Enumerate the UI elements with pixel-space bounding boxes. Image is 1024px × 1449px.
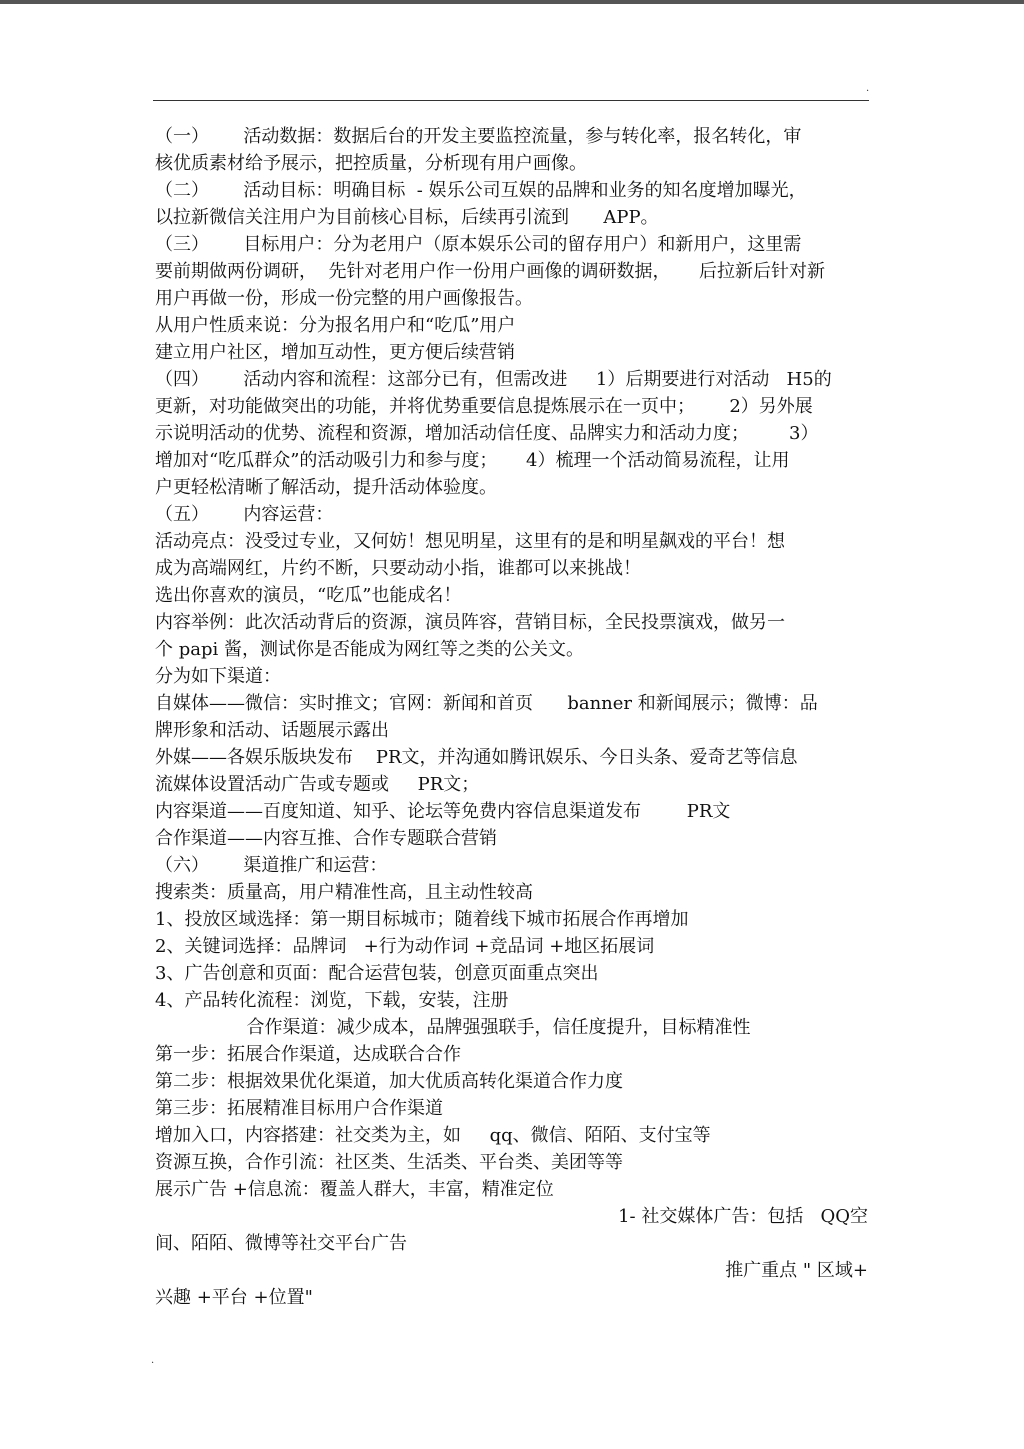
- top-border: [0, 0, 1024, 4]
- text-line: 自媒体——微信：实时推文；官网：新闻和首页 banner 和新闻展示；微博：品: [155, 693, 818, 714]
- text-line: 3、广告创意和页面：配合运营包装，创意页面重点突出: [155, 963, 599, 984]
- text-line: 资源互换，合作引流：社区类、生活类、平台类、美团等等: [155, 1152, 623, 1173]
- text-line: 牌形象和活动、话题展示露出: [155, 720, 389, 741]
- text-line: 要前期做两份调研， 先针对老用户作一份用户画像的调研数据， 后拉新后针对新: [155, 261, 826, 282]
- text-line: 从用户性质来说：分为报名用户和“吃瓜”用户: [155, 315, 516, 336]
- text-line: 建立用户社区，增加互动性，更方便后续营销: [155, 342, 515, 363]
- text-line: 展示广告 +信息流：覆盖人群大，丰富，精准定位: [155, 1179, 554, 1200]
- text-line: 第一步：拓展合作渠道，达成联合合作: [155, 1044, 461, 1065]
- text-line: 个 papi 酱，测试你是否能成为网红等之类的公关文。: [155, 639, 584, 660]
- text-line: （六） 渠道推广和运营：: [155, 855, 388, 876]
- text-line: 合作渠道——内容互推、合作专题联合营销: [155, 828, 497, 849]
- header-rule: [153, 100, 869, 101]
- text-line: 成为高端网红，片约不断，只要动动小指，谁都可以来挑战！: [155, 558, 641, 579]
- text-line: 更新，对功能做突出的功能，并将优势重要信息提炼展示在一页中； 2）另外展: [155, 396, 813, 417]
- text-line: 增加对“吃瓜群众”的活动吸引力和参与度； 4）梳理一个活动简易流程，让用: [155, 450, 790, 471]
- text-line: 以拉新微信关注用户为目前核心目标，后续再引流到 APP。: [155, 207, 659, 228]
- text-line: 外媒——各娱乐版块发布 PR文，并沟通如腾讯娱乐、今日头条、爱奇艺等信息: [155, 747, 798, 768]
- text-line: 核优质素材给予展示，把控质量，分析现有用户画像。: [155, 153, 587, 174]
- text-line: （三） 目标用户：分为老用户（原本娱乐公司的留存用户）和新用户，这里需: [155, 234, 802, 255]
- text-line: 4、产品转化流程：浏览，下载，安装，注册: [155, 990, 509, 1011]
- text-line: 合作渠道：减少成本，品牌强强联手，信任度提升，目标精准性: [155, 1017, 751, 1038]
- text-line: （五） 内容运营：: [155, 504, 334, 525]
- text-line: 示说明活动的优势、流程和资源，增加活动信任度、品牌实力和活动力度； 3）: [155, 423, 819, 444]
- text-line: 第三步：拓展精准目标用户合作渠道: [155, 1098, 443, 1119]
- text-line: 流媒体设置活动广告或专题或 PR文；: [155, 774, 480, 795]
- text-line: 间、陌陌、微博等社交平台广告: [155, 1233, 407, 1254]
- text-line: 搜索类：质量高，用户精准性高，且主动性较高: [155, 882, 533, 903]
- text-line: 2、关键词选择：品牌词 +行为动作词 +竞品词 +地区拓展词: [155, 936, 655, 957]
- text-line: 选出你喜欢的演员，“吃瓜”也能成名！: [155, 585, 462, 606]
- text-line: 活动亮点：没受过专业，又何妨！想见明星，这里有的是和明星飙戏的平台！想: [155, 531, 785, 552]
- text-line: 推广重点 " 区域+: [725, 1260, 868, 1281]
- text-line: （四） 活动内容和流程：这部分已有，但需改进 1）后期要进行对活动 H5的: [155, 369, 832, 390]
- text-line: 1、投放区域选择：第一期目标城市；随着线下城市拓展合作再增加: [155, 909, 689, 930]
- text-line: 内容渠道——百度知道、知乎、论坛等免费内容信息渠道发布 PR文: [155, 801, 731, 822]
- text-line: （二） 活动目标：明确目标 - 娱乐公司互娱的品牌和业务的知名度增加曝光，: [155, 180, 807, 201]
- text-line: 用户再做一份，形成一份完整的用户画像报告。: [155, 288, 533, 309]
- text-line: 分为如下渠道：: [155, 666, 281, 687]
- text-line: 兴趣 +平台 +位置": [155, 1287, 313, 1308]
- text-line: 户更轻松清晰了解活动，提升活动体验度。: [155, 477, 497, 498]
- page-marker-bottom: .: [151, 1355, 155, 1366]
- text-line: 增加入口，内容搭建：社交类为主，如 qq、微信、陌陌、支付宝等: [155, 1125, 711, 1146]
- page-marker-top: .: [866, 83, 870, 94]
- text-line: （一） 活动数据：数据后台的开发主要监控流量，参与转化率，报名转化，审: [155, 126, 802, 147]
- text-line: 1- 社交媒体广告：包括 QQ空: [618, 1206, 868, 1227]
- text-line: 内容举例：此次活动背后的资源，演员阵容，营销目标，全民投票演戏，做另一: [155, 612, 785, 633]
- text-line: 第二步：根据效果优化渠道，加大优质高转化渠道合作力度: [155, 1071, 623, 1092]
